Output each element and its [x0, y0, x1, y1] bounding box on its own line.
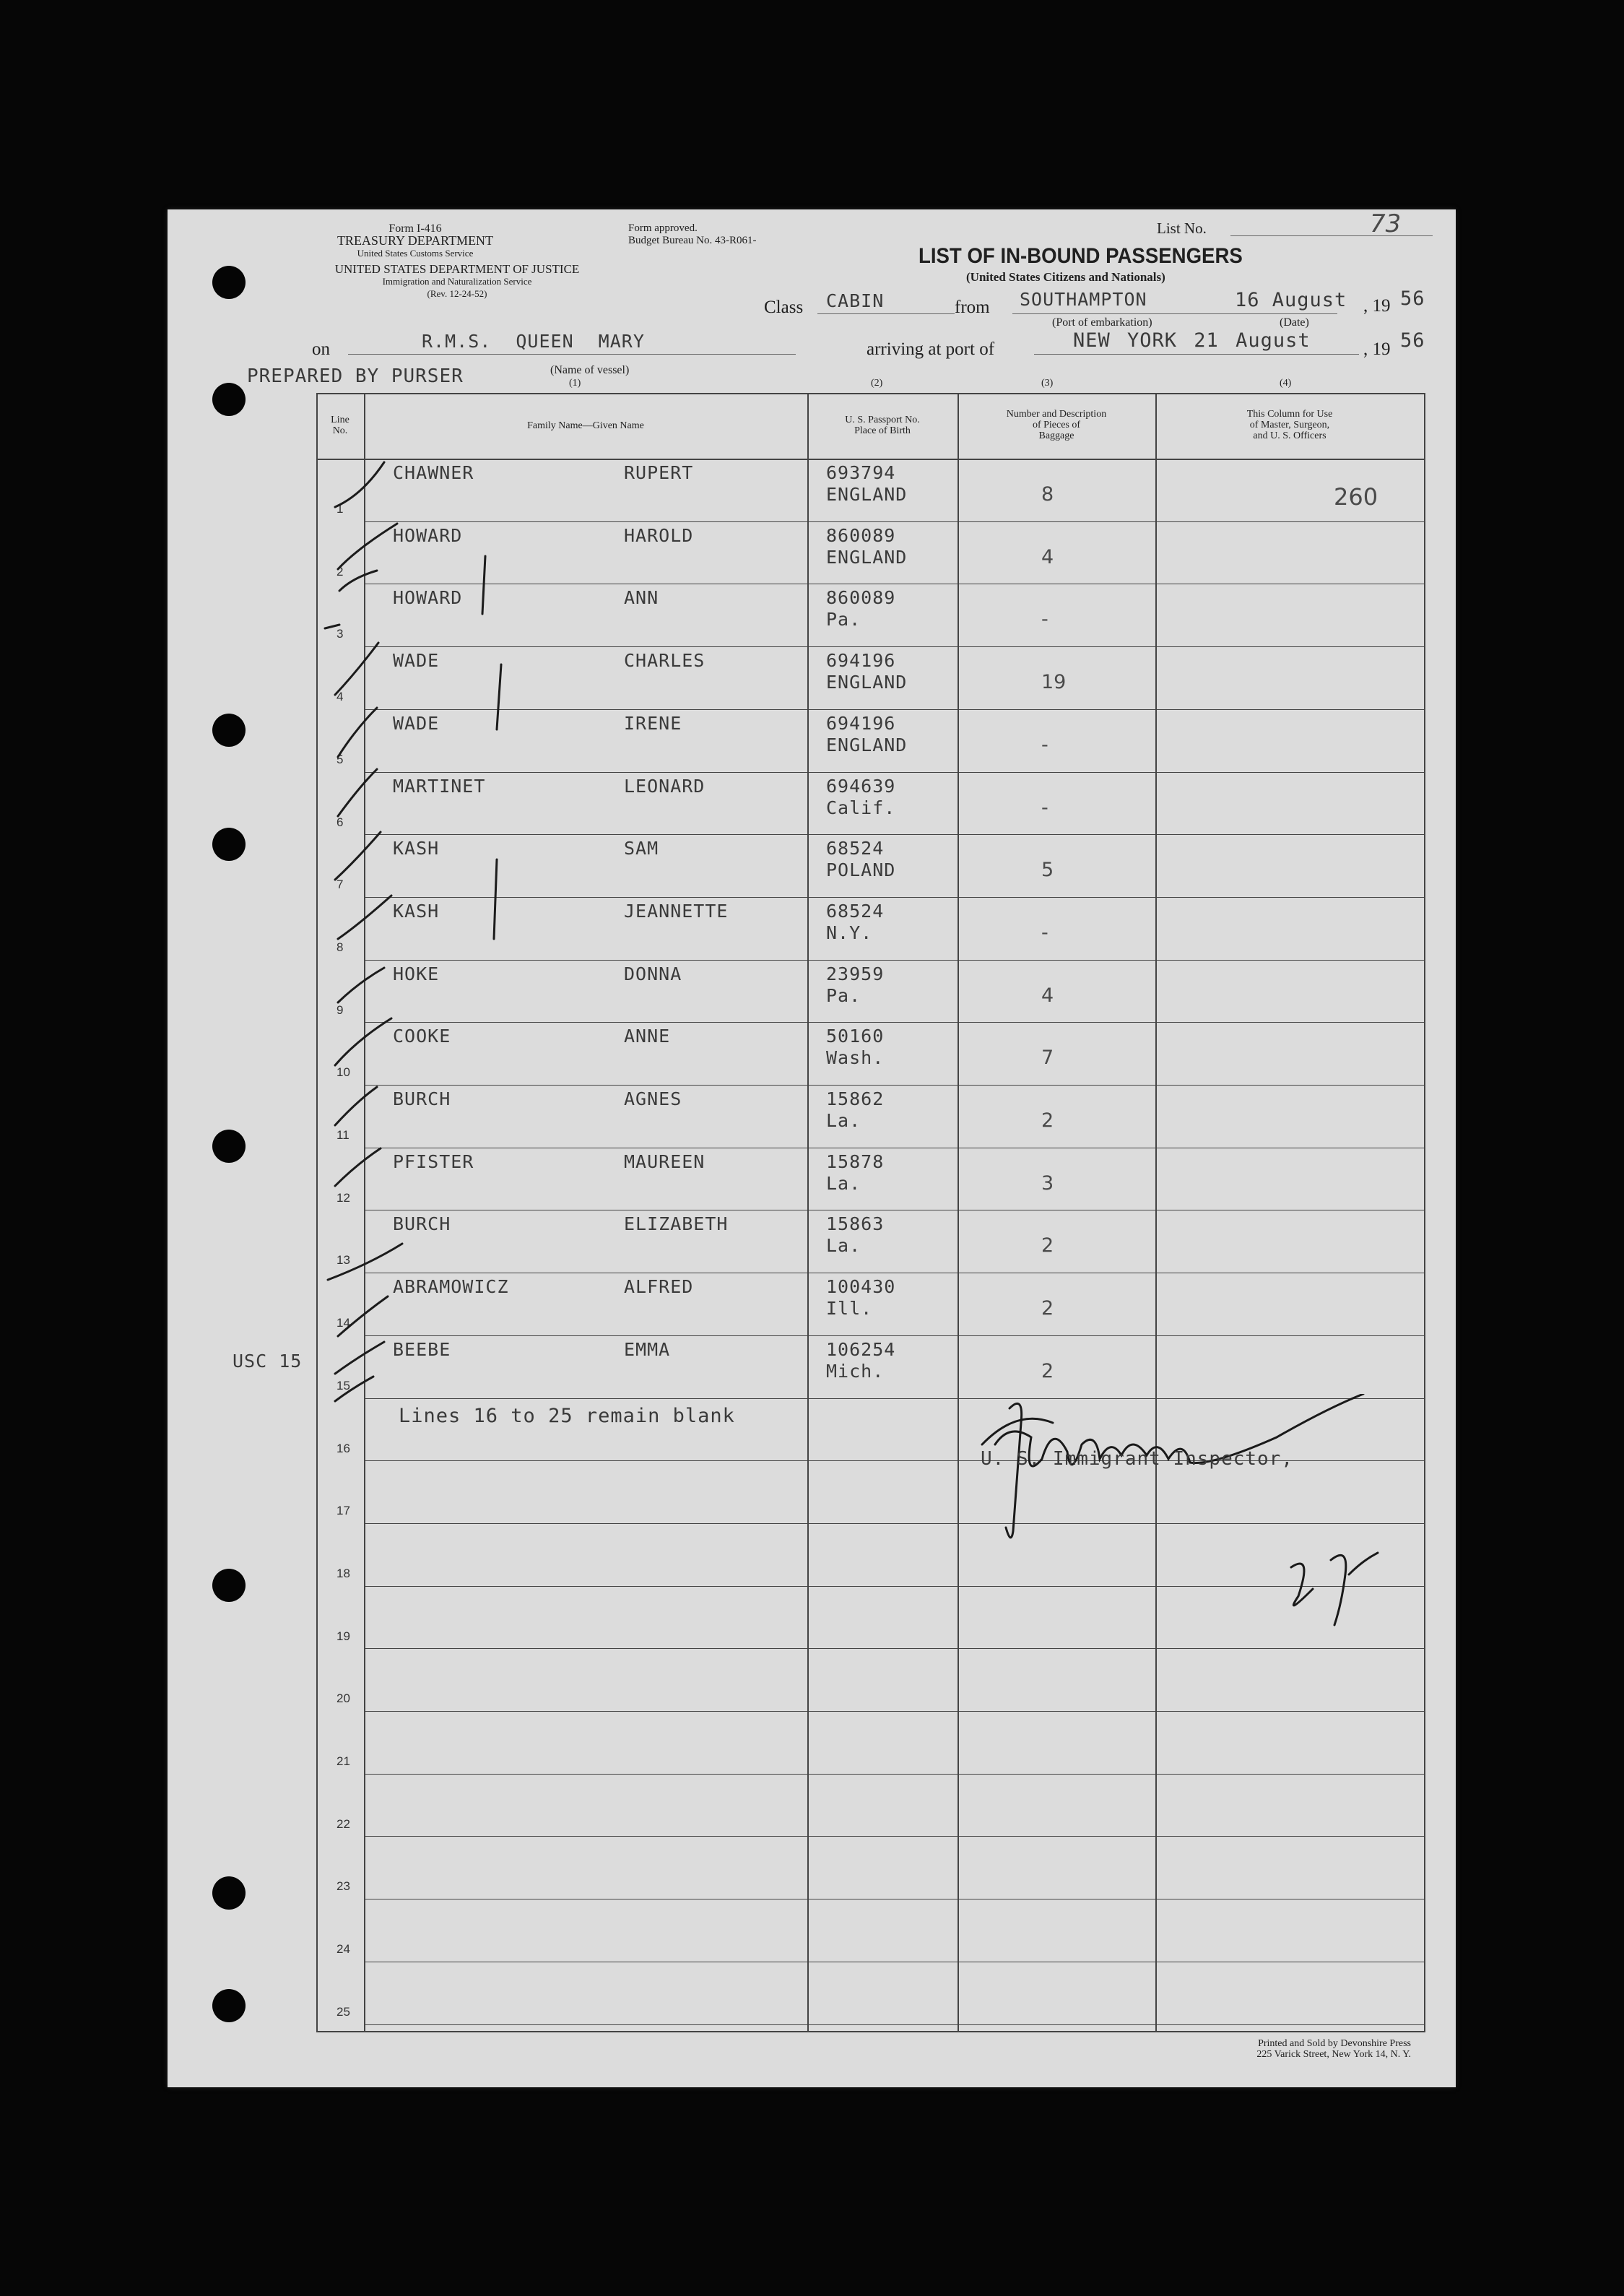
- passport-number: 15862: [826, 1088, 885, 1109]
- line-number: 4: [336, 690, 344, 704]
- baggage-count: 2: [1041, 1297, 1054, 1320]
- from-label: from: [955, 298, 990, 317]
- margin-note: USC 15: [233, 1351, 303, 1372]
- tick-mark: [328, 1244, 402, 1280]
- baggage-count: -: [1041, 608, 1048, 631]
- line-number: 22: [336, 1816, 350, 1831]
- officer-note: 260: [1334, 483, 1378, 511]
- bracket-mark: [482, 556, 485, 614]
- given-name: MAUREEN: [624, 1151, 705, 1172]
- ticks-overlay: [168, 209, 1456, 2087]
- line-number: 17: [336, 1504, 350, 1518]
- baggage-count: 3: [1041, 1171, 1054, 1195]
- passport-number: 694639: [826, 775, 896, 797]
- line-number: 10: [336, 1065, 350, 1080]
- inspector-title: U. S. Immigrant Inspector,: [981, 1448, 1293, 1470]
- place-of-birth: N.Y.: [826, 922, 873, 943]
- arrival-port-date: NEW YORK 21 August: [1073, 329, 1311, 352]
- passport-number: 694196: [826, 712, 896, 734]
- printer-imprint: Printed and Sold by Devonshire Press 225 Varick Street, New York 14, N. Y.: [1256, 2038, 1411, 2060]
- passport-number: 106254: [826, 1338, 896, 1360]
- place-of-birth: Mich.: [826, 1360, 885, 1382]
- tick-mark: [335, 1148, 381, 1186]
- place-of-birth: ENGLAND: [826, 734, 908, 755]
- family-name: KASH: [393, 900, 440, 922]
- embark-date: 16 August: [1235, 289, 1347, 311]
- given-name: ANN: [624, 587, 659, 609]
- tick-mark: [335, 1342, 384, 1374]
- place-of-birth: La.: [826, 1172, 861, 1194]
- family-name: PFISTER: [393, 1151, 474, 1172]
- col-header-line-no: Line No.: [331, 415, 349, 436]
- vessel-caption: (Name of vessel): [550, 364, 630, 376]
- family-name: MARTINET: [393, 775, 486, 797]
- approval-block: Form approved. Budget Bureau No. 43-R061-: [628, 222, 757, 246]
- col-header-officers: This Column for Use of Master, Surgeon, and U. S. Officers: [1246, 409, 1333, 441]
- place-of-birth: ENGLAND: [826, 672, 908, 693]
- col-num-2: (2): [871, 378, 883, 389]
- line-number: 18: [336, 1566, 350, 1580]
- given-name: HAROLD: [624, 524, 694, 546]
- date-caption: (Date): [1280, 316, 1309, 329]
- line-number: 25: [336, 2004, 350, 2019]
- place-of-birth: Calif.: [826, 797, 896, 818]
- passport-number: 100430: [826, 1276, 896, 1298]
- bracket-mark: [497, 664, 501, 729]
- vessel-name: R.M.S. QUEEN MARY: [422, 331, 645, 352]
- form-subtitle: (United States Citizens and Nationals): [966, 270, 1165, 284]
- baggage-count: 4: [1041, 545, 1054, 568]
- passport-number: 68524: [826, 838, 885, 859]
- given-name: RUPERT: [624, 462, 694, 483]
- passport-number: 15863: [826, 1213, 885, 1235]
- arriving-label: arriving at port of: [867, 339, 995, 359]
- place-of-birth: La.: [826, 1110, 861, 1131]
- passport-number: 860089: [826, 587, 896, 609]
- line-number: 16: [336, 1441, 350, 1455]
- tick-mark: [338, 769, 377, 816]
- family-name: KASH: [393, 838, 440, 859]
- form-title: LIST OF IN-BOUND PASSENGERS: [919, 244, 1243, 268]
- list-no-label: List No.: [1157, 220, 1207, 237]
- line-number: 13: [336, 1253, 350, 1268]
- family-name: HOWARD: [393, 524, 463, 546]
- tick-mark: [338, 1296, 388, 1336]
- family-name: WADE: [393, 712, 440, 734]
- blank-lines-note: Lines 16 to 25 remain blank: [399, 1405, 735, 1427]
- col-header-baggage: Number and Description of Pieces of Baggage: [1006, 409, 1107, 441]
- department-block: Form I-416 TREASURY DEPARTMENT United States Customs Service: [336, 222, 494, 259]
- tick-mark: [335, 832, 381, 880]
- vessel-caption-num: (1): [569, 378, 581, 389]
- family-name: ABRAMOWICZ: [393, 1276, 509, 1298]
- given-name: CHARLES: [624, 650, 705, 672]
- tick-mark: [338, 708, 377, 757]
- baggage-count: 2: [1041, 1359, 1054, 1382]
- line-number: 12: [336, 1190, 350, 1205]
- col-num-4: (4): [1280, 378, 1292, 389]
- tick-mark: [338, 524, 397, 569]
- embark-caption: (Port of embarkation): [1052, 316, 1152, 329]
- given-name: DONNA: [624, 963, 682, 984]
- tick-mark: [338, 896, 391, 939]
- given-name: JEANNETTE: [624, 900, 729, 922]
- passenger-list-form: [168, 209, 1456, 2087]
- line-number: 15: [336, 1378, 350, 1392]
- col-header-name: Family Name—Given Name: [527, 420, 644, 431]
- baggage-count: -: [1041, 733, 1048, 756]
- col-header-passport: U. S. Passport No. Place of Birth: [845, 415, 920, 436]
- tick-mark: [335, 462, 384, 507]
- family-name: BURCH: [393, 1213, 451, 1235]
- baggage-count: 2: [1041, 1109, 1054, 1132]
- place-of-birth: Pa.: [826, 984, 861, 1006]
- given-name: IRENE: [624, 712, 682, 734]
- family-name: HOKE: [393, 963, 440, 984]
- line-number: 24: [336, 1942, 350, 1957]
- passport-number: 694196: [826, 650, 896, 672]
- given-name: ANNE: [624, 1026, 671, 1047]
- family-name: BURCH: [393, 1088, 451, 1109]
- on-label: on: [312, 339, 330, 359]
- bracket-mark: [494, 859, 497, 939]
- baggage-count: 5: [1041, 859, 1054, 882]
- line-number: 11: [336, 1128, 349, 1142]
- given-name: SAM: [624, 838, 659, 859]
- place-of-birth: ENGLAND: [826, 546, 908, 568]
- tick-mark: [338, 968, 384, 1002]
- family-name: CHAWNER: [393, 462, 474, 483]
- line-number: 7: [336, 878, 344, 892]
- passport-number: 68524: [826, 900, 885, 922]
- tick-mark: [335, 1018, 391, 1065]
- family-name: BEEBE: [393, 1338, 451, 1360]
- baggage-count: 7: [1041, 1047, 1054, 1070]
- embark-year-prefix: , 19: [1363, 296, 1391, 316]
- from-value: SOUTHAMPTON: [1020, 289, 1147, 310]
- family-name: HOWARD: [393, 587, 463, 609]
- tick-mark: [335, 643, 378, 695]
- line-number: 5: [336, 752, 344, 766]
- baggage-count: -: [1041, 921, 1048, 944]
- bracket-mark: [325, 625, 339, 628]
- baggage-count: 19: [1041, 671, 1067, 694]
- line-number: 1: [336, 502, 344, 516]
- given-name: ALFRED: [624, 1276, 694, 1298]
- passport-number: 860089: [826, 524, 896, 546]
- arrival-year-prefix: , 19: [1363, 339, 1391, 359]
- line-number: 21: [336, 1754, 350, 1768]
- passport-number: 15878: [826, 1151, 885, 1172]
- line-number: 6: [336, 815, 344, 829]
- class-value: CABIN: [826, 290, 885, 311]
- tick-mark: [335, 1087, 377, 1125]
- class-label: Class: [764, 298, 804, 317]
- place-of-birth: Pa.: [826, 609, 861, 631]
- inspector-signature: [973, 1394, 1392, 1632]
- place-of-birth: Wash.: [826, 1047, 885, 1069]
- place-of-birth: ENGLAND: [826, 484, 908, 505]
- line-number: 23: [336, 1879, 350, 1894]
- place-of-birth: Ill.: [826, 1298, 873, 1320]
- tick-mark: [339, 571, 377, 591]
- family-name: COOKE: [393, 1026, 451, 1047]
- line-number: 20: [336, 1691, 350, 1706]
- given-name: EMMA: [624, 1338, 671, 1360]
- passport-number: 50160: [826, 1026, 885, 1047]
- place-of-birth: La.: [826, 1235, 861, 1257]
- col-num-3: (3): [1041, 378, 1054, 389]
- embark-year: 56: [1400, 287, 1425, 310]
- prepared-by: PREPARED BY PURSER: [247, 365, 464, 387]
- given-name: ELIZABETH: [624, 1213, 729, 1235]
- passport-number: 693794: [826, 462, 896, 483]
- line-number: 19: [336, 1629, 350, 1643]
- baggage-count: 8: [1041, 483, 1054, 506]
- line-number: 9: [336, 1002, 344, 1017]
- line-number: 14: [336, 1316, 350, 1330]
- place-of-birth: POLAND: [826, 859, 896, 881]
- list-no-value: 73: [1370, 209, 1402, 238]
- family-name: WADE: [393, 650, 440, 672]
- line-number: 3: [336, 627, 344, 641]
- baggage-count: -: [1041, 796, 1048, 819]
- tick-mark: [335, 1377, 373, 1401]
- baggage-count: 4: [1041, 984, 1054, 1007]
- passport-number: 23959: [826, 963, 885, 984]
- agency-block: UNITED STATES DEPARTMENT OF JUSTICE Immigration and Naturalization Service (Rev. 12-24-52): [334, 262, 580, 299]
- given-name: AGNES: [624, 1088, 682, 1109]
- line-number: 8: [336, 940, 344, 954]
- line-number: 2: [336, 564, 344, 579]
- baggage-count: 2: [1041, 1234, 1054, 1257]
- arrival-year: 56: [1400, 329, 1425, 352]
- given-name: LEONARD: [624, 775, 705, 797]
